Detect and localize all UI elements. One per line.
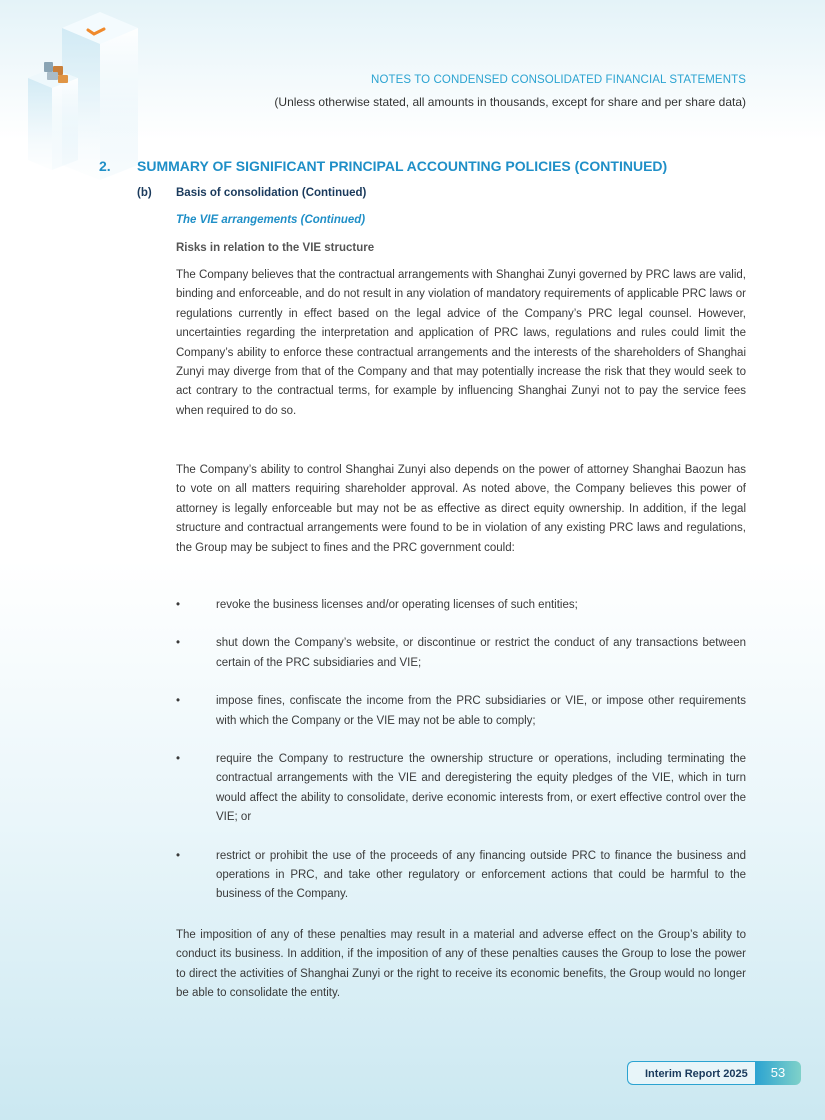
vie-arrangements-title: The VIE arrangements (Continued) (176, 214, 366, 226)
subsection-title: Basis of consolidation (Continued) (176, 187, 367, 199)
paragraph-penalties-effect: The imposition of any of these penalties may result in a material and adverse effect on the Group’s ability to conduct its business. In addition, if the imposition of any of these penalties causes the Group to lose the power to direct the activities of Shanghai Zunyi or the right to receive its economic benefits, the Group would no longer be able to consolidate the entity. (176, 929, 746, 1000)
decorative-cubes-graphic (0, 0, 170, 180)
list-item (176, 596, 746, 615)
paragraph-power-of-attorney: The Company’s ability to control Shanghai Zunyi also depends on the power of attorney Shanghai Baozun has to vote on all matters requiring shareholder approval. As noted above, the Company believes this power of attorney is legally enforceable but may not be as effective as direct equity ownership. In addition, if the legal structure and contractual arrangements were found to be in violation of any existing PRC laws and regulations, the Group may be subject to fines and the PRC government could: (176, 464, 746, 554)
header-subtitle: (Unless otherwise stated, all amounts in thousands, except for share and per share data) (274, 95, 746, 109)
list-item (176, 847, 746, 905)
paragraph-contractual-arrangements: The Company believes that the contractual arrangements with Shanghai Zunyi governed by PRC laws are valid, binding and enforceable, and do not result in any violation of mandatory requirements of applicable PRC laws or regulations currently in effect based on the legal advice of the Company’s PRC legal counsel. However, uncertainties regarding the interpretation and application of PRC laws, regulations and rules could limit the Company’s ability to enforce these contractual arrangements and the interests of the shareholders of Shanghai Zunyi may diverge from that of the Company and that may potentially increase the risk that they would seek to act contrary to the contractual terms, for example by influencing Shanghai Zunyi not to pay the service fees when required to do so. (176, 269, 746, 417)
header-title: NOTES TO CONDENSED CONSOLIDATED FINANCIAL STATEMENTS (371, 74, 746, 86)
list-item-text: revoke the business licenses and/or operating licenses of such entities; (216, 599, 578, 611)
bullet-marker: • (176, 695, 181, 708)
list-item-text: impose fines, confiscate the income from the PRC subsidiaries or VIE, or impose other requirements with which the Company or the VIE may not be able to comply; (216, 695, 746, 727)
penalties-list (176, 596, 746, 905)
list-item-text: require the Company to restructure the ownership structure or operations, including terminating the contractual arrangements with the VIE and deregistering the equity pledges of the VIE, which in turn would affect the ability to consolidate, derive economic interests from, or exert effective control over the VIE; or (216, 753, 746, 824)
section-title: SUMMARY OF SIGNIFICANT PRINCIPAL ACCOUNTING POLICIES (CONTINUED) (137, 158, 668, 174)
bullet-marker: • (176, 849, 181, 862)
risks-heading: Risks in relation to the VIE structure (176, 242, 375, 254)
bullet-marker: • (176, 753, 181, 766)
subsection-label: (b) (137, 187, 152, 199)
list-item (176, 750, 746, 828)
list-item (176, 692, 746, 731)
list-item-text: shut down the Company’s website, or discontinue or restrict the conduct of any transactions between certain of the PRC subsidiaries and VIE; (216, 637, 746, 669)
bullet-marker: • (176, 637, 181, 650)
list-item-text: restrict or prohibit the use of the proceeds of any financing outside PRC to finance the business and operations in PRC, and take other regulatory or enforcement actions that could be harmful to the business of the Company. (216, 849, 746, 901)
list-item (176, 634, 746, 673)
section-number: 2. (99, 158, 111, 174)
footer-report-label: Interim Report 2025 (645, 1068, 748, 1080)
bullet-marker: • (176, 599, 181, 611)
page-number: 53 (755, 1061, 801, 1085)
